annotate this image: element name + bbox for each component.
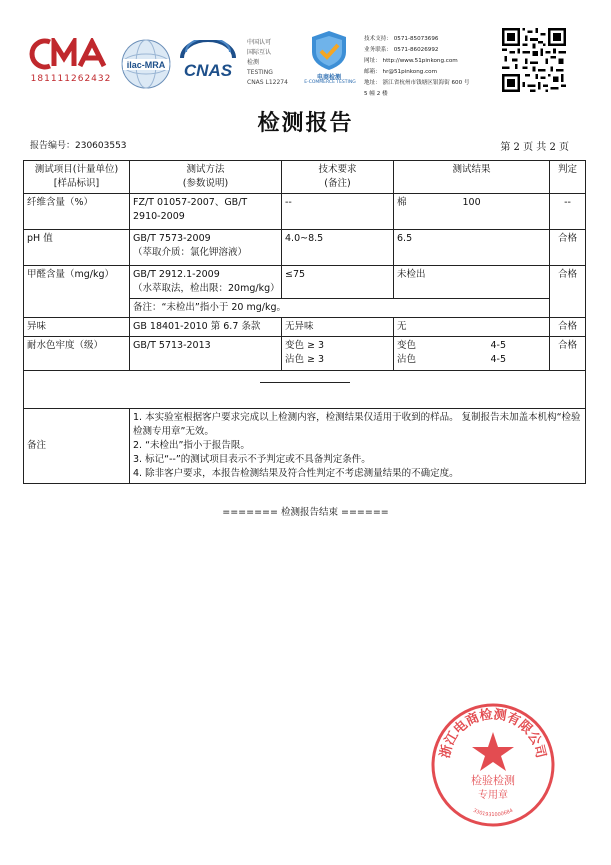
row-requirement: ≤75 bbox=[282, 266, 394, 299]
results-table bbox=[23, 160, 586, 484]
ecommerce-en-label: E-COMMERCE TESTING bbox=[304, 80, 356, 85]
header-result: 测试结果 bbox=[394, 161, 550, 194]
remarks-list: 1. 本实验室根据客户要求完成以上检测内容，检测结果仅适用于收到的样品。 复制报告未加盖本机构“检验检测专用章”无效。 2. “未检出”指小于报告限。 3. 标记“--”的测试项目表示不予判定或不具备判定条件。 4. 除非客户要求，本报告检测结果及符合性判定不考虑测量结果的不确定度。 bbox=[130, 409, 586, 484]
row-result: 变色 4-5 沾色 4-5 bbox=[394, 337, 550, 371]
row-result: 未检出 bbox=[394, 266, 550, 299]
table-row bbox=[24, 194, 586, 230]
row-method: GB/T 2912.1-2009 （水萃取法，检出限：20mg/kg） bbox=[130, 266, 282, 299]
header-requirement: 技术要求 (备注) bbox=[282, 161, 394, 194]
row-item: 异味 bbox=[24, 318, 130, 337]
row-judgement: -- bbox=[550, 194, 586, 230]
header-item: 测试项目(计量单位) [样品标识] bbox=[24, 161, 130, 194]
remarks-row bbox=[24, 409, 586, 484]
row-item: pH 值 bbox=[24, 230, 130, 266]
row-method: GB/T 7573-2009 （萃取介质：氯化钾溶液） bbox=[130, 230, 282, 266]
seal-number: 3301931000684 bbox=[472, 807, 514, 819]
row-item: 耐水色牢度（级） bbox=[24, 337, 130, 371]
ilac-mra-logo bbox=[120, 38, 172, 90]
row-requirement: 变色 ≥ 3 沾色 ≥ 3 bbox=[282, 337, 394, 371]
row-method: GB/T 5713-2013 bbox=[130, 337, 282, 371]
page-title: 检测报告 bbox=[257, 110, 354, 136]
table-row bbox=[24, 337, 586, 371]
divider bbox=[260, 382, 350, 383]
report-header bbox=[24, 28, 589, 98]
row-judgement: 合格 bbox=[550, 230, 586, 266]
row-result: 6.5 bbox=[394, 230, 550, 266]
cma-phone: 181111262432 bbox=[30, 74, 112, 84]
row-requirement: 无异味 bbox=[282, 318, 394, 337]
row-note: 备注：“未检出”指小于 20 mg/kg。 bbox=[130, 299, 550, 318]
seal-center-line2: 专用章 bbox=[478, 790, 508, 801]
row-item: 纤维含量（%） bbox=[24, 194, 130, 230]
report-end-marker: ======= 检测报告结束 ====== bbox=[222, 507, 389, 518]
header-judgement: 判定 bbox=[550, 161, 586, 194]
qr-code bbox=[502, 28, 566, 92]
svg-text:3301931000684 bbox=[472, 808, 514, 818]
svg-text:CNAS: CNAS bbox=[183, 61, 233, 80]
svg-text:ilac-MRA: ilac-MRA bbox=[126, 60, 166, 70]
separator-row bbox=[24, 371, 586, 409]
page-indicator: 第 2 页 共 2 页 bbox=[500, 142, 569, 153]
row-requirement: -- bbox=[282, 194, 394, 230]
accreditation-text: 中国认可 国际互认 检测 TESTING CNAS L12274 bbox=[247, 39, 288, 86]
seal-center-line1: 检验检测 bbox=[471, 774, 515, 787]
row-item: 甲醛含量（mg/kg） bbox=[24, 266, 130, 318]
table-header-row bbox=[24, 161, 586, 194]
cnas-logo bbox=[176, 40, 240, 84]
remarks-label: 备注 bbox=[24, 409, 130, 484]
row-method: FZ/T 01057-2007、GB/T 2910-2009 bbox=[130, 194, 282, 230]
cma-logo bbox=[28, 38, 114, 70]
header-method: 测试方法 (参数说明) bbox=[130, 161, 282, 194]
row-method: GB 18401-2010 第 6.7 条款 bbox=[130, 318, 282, 337]
row-result: 无 bbox=[394, 318, 550, 337]
report-number: 报告编号：230603553 bbox=[30, 141, 127, 151]
row-judgement: 合格 bbox=[550, 266, 586, 318]
ecommerce-cn-label: 电商检测 bbox=[316, 74, 341, 81]
table-row bbox=[24, 230, 586, 266]
row-judgement: 合格 bbox=[550, 337, 586, 371]
official-seal bbox=[428, 700, 558, 830]
contact-info: 技术支持： 0571-85073696 业务联系： 0571-86026992 网址： http://www.51pinkong.com 邮箱： hr@51pinkong.com 地址： 浙江省杭州市钱塘区银海街 600 号 5 幢 2 楼 bbox=[364, 36, 470, 97]
row-result: 棉 100 bbox=[394, 194, 550, 230]
table-row bbox=[24, 318, 586, 337]
row-judgement: 合格 bbox=[550, 318, 586, 337]
table-row bbox=[24, 266, 586, 299]
row-requirement: 4.0~8.5 bbox=[282, 230, 394, 266]
seal-org-name: 浙江电商检测有限公司 bbox=[438, 707, 548, 760]
